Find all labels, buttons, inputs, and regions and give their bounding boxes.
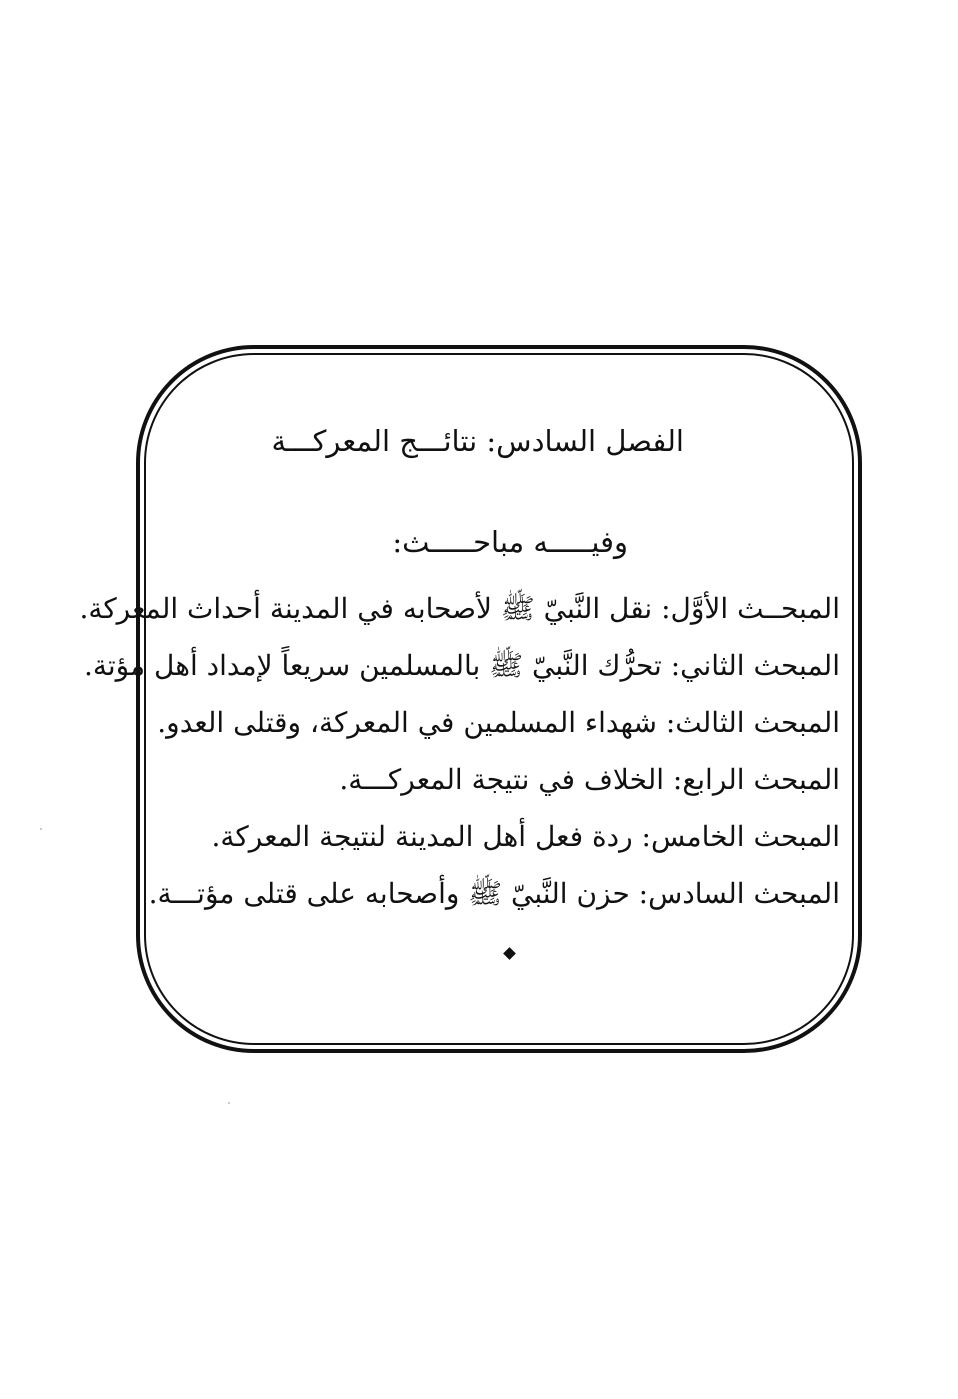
chapter-title: الفصل السادس: نتائـــج المعركـــة	[271, 424, 684, 458]
section-item-2: المبحث الثاني: تحرُّك النَّبيّ ﷺ بالمسلمين سريعاً لإمداد أهل مؤتة.	[83, 649, 840, 682]
section-item-1: المبحــث الأوَّل: نقل النَّبيّ ﷺ لأصحابه في المدينة أحداث المعركة.	[79, 592, 840, 625]
section-item-6: المبحث السادس: حزن النَّبيّ ﷺ وأصحابه على قتلى مؤتـــة.	[148, 877, 840, 910]
scan-speck	[40, 828, 42, 830]
end-ornament-icon	[503, 947, 516, 960]
scan-speck	[228, 1102, 230, 1104]
section-item-4: المبحث الرابع: الخلاف في نتيجة المعركـــة.	[339, 763, 840, 796]
chapter-contents-box	[79, 353, 848, 1045]
section-list	[79, 580, 840, 922]
section-item-5: المبحث الخامس: ردة فعل أهل المدينة لنتيجة المعركة.	[211, 820, 840, 853]
sections-intro: وفيـــــه مباحـــــث:	[392, 525, 628, 559]
section-item-3: المبحث الثالث: شهداء المسلمين في المعركة، وقتلى العدو.	[157, 706, 840, 739]
